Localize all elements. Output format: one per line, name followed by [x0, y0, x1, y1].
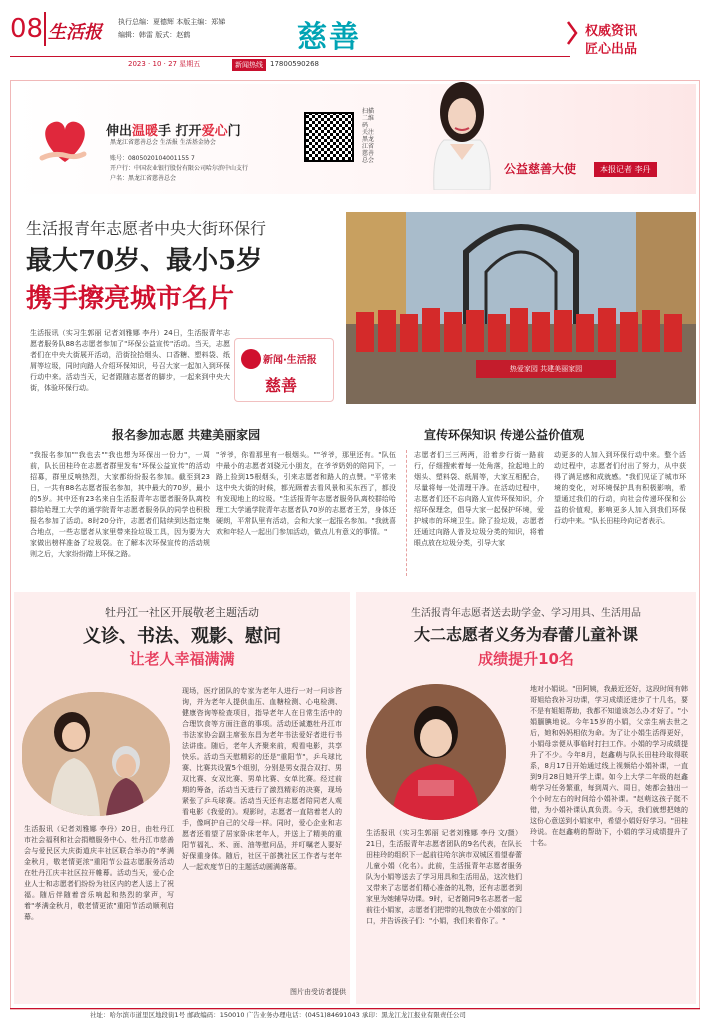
account-name: 户名：黑龙江省慈善总会	[110, 175, 177, 182]
slogan-part-e: 门	[227, 124, 241, 139]
section-title: 慈善	[297, 20, 361, 55]
badge-label-2: 慈善	[265, 376, 298, 395]
ambassador-title: 公益慈善大使	[504, 162, 577, 176]
article-2-title-1: 义诊、书法、观影、慰问	[83, 626, 281, 647]
badge-label: 新闻·生活报	[263, 355, 317, 366]
article-1-col-3: 志愿者们三三两两，沿着步行街一路前行，仔细搜索着每一处角落，捡起地上的烟头、塑料袋、纸屑等，大家互相配合，尽量将每一处清理干净。在活动过程中，志愿者们还不忘向路人宣传环保知识，介绍环保理念，倡导大家一起保护环境，爱护城市的环境卫生。除了捡垃圾，志愿者还通过向路人普及垃圾分类的知识，将着眼点放在垃圾分类，引导大家	[414, 451, 544, 547]
qr-caption: 扫描二维码 关注黑龙江省慈善总会	[362, 108, 375, 164]
article-3-title-2: 成绩提升10名	[478, 650, 574, 668]
photo-credit: 图片由受访者提供	[290, 988, 346, 996]
account-number: 账号：0805020104001155 7	[110, 155, 195, 162]
editor-line-1: 执行总编：夏德辉 本版主编：郑娣	[118, 18, 226, 26]
editor-line-2: 编辑：韩雷 版式：赵鹤	[118, 31, 191, 39]
article-2-kicker: 牡丹江一社区开展敬老主题活动	[105, 606, 259, 619]
bank-name: 开户行：中国农业银行股份有限公司哈尔滨中山支行	[110, 165, 249, 172]
section-logo-badge	[234, 338, 334, 402]
volunteer-portrait-photo	[366, 684, 506, 820]
footer-rule	[10, 1008, 700, 1009]
photo-banner-text: 热爱家园 共建美丽家园	[509, 365, 583, 373]
slogan-part-c: 手 打开	[158, 124, 202, 139]
footer-address: 社址：哈尔滨市道里区地段街1号 邮政编码：150010 广告业务办理电话：(0451)84691043 承印：黑龙江龙江报业有限责任公司	[90, 1011, 466, 1019]
header-rule	[10, 56, 570, 57]
subhead-1: 报名参加志愿 共建美丽家园	[112, 428, 261, 442]
article-1-kicker: 生活报青年志愿者中央大街环保行	[26, 219, 267, 238]
banner-slogan	[106, 120, 241, 139]
heart-hand-icon	[34, 108, 96, 170]
slogan-part-b: 温暖	[132, 124, 159, 139]
page-number: 08	[10, 14, 44, 44]
slogan-part-d: 爱心	[201, 124, 228, 139]
article-2-text-right: 现场，医疗团队的专家为老年人进行一对一问诊咨询，并为老年人提供血压、血糖检测、心电检测、健康咨询等检查项目，指导老年人在日常生活中的合理饮食等方面注意的事项。活动还诚邀牡丹江市书法家协会副主席张东昌为老年书法爱好者进行书法讲座。随后，老年人齐聚来前，观看电影，共享快乐。活动当天慰精彩的还是"重阳节"，乒乓球比赛、比赛共设置5个组别，分别是男女混合双打、男双比赛、女双比赛、男单比赛、女单比赛。经过前期的筹备，活动当天进行了激烈精彩的决赛，现场紧张了乒乓球赛。活动当天还有志愿者陪同老人观看电影《我爱的》。观影时，志愿者一直陪着老人的手，像呵护自己的父母一样。同时，爱心企业和志愿者还看望了居家卧床老年人，并送上了精美的重阳节福礼、米、面、油等慰问品，并叮嘱老人要好好保重身体。随后，社区干部携社区工作者与老年人一起欢度节日的主题活动圆满落幕。	[182, 687, 342, 871]
issue-date: 2023 · 10 · 27 星期五	[128, 60, 201, 68]
article-1-col-4: 动更多的人加入到环保行动中来。整个活动过程中，志愿者们付出了努力，从中获得了满足感和成就感。"我们见证了城市环境的变化，对环境保护具有积极影响，希望通过我们的行动，向社会传递环保和公益的价值观，影响更多人加入到我们环保行动中来。"队长田桂玲向记者表示。	[554, 451, 686, 525]
reporter-tag: 本报记者 李丹	[594, 162, 657, 177]
header-divider	[44, 12, 46, 46]
article-1	[14, 198, 696, 588]
donation-banner	[14, 84, 696, 194]
volunteers-group-photo	[346, 212, 696, 404]
chevron-icon	[566, 18, 580, 48]
article-1-lead: 生活报讯（实习生郭丽 记者刘雅娜 李丹）24日，生活报青年志愿者服务队88名志愿者参加了"环保公益宣传"活动。当天，志愿者们在中央大街展开活动，沿街捡拾烟头、口香糖、塑料袋、纸屑等垃圾，同时向路人介绍环保知识，号召大家一起加入到环保行动中来。活动当天，记者跟随志愿者的脚步，一起来到中央大街，体验环保行动。	[30, 329, 230, 392]
article-3-text-right: 地对小娟说。"田阿姨，我最近还好，这段时间有韩哥姐给我补习功课，学习成绩还进步了十几名，要不是有姐姐帮助，我都不知道该怎么办才好了。"小娟腼腆地说。今年15岁的小娟，父亲生病去世之后，她和妈妈相依为命。为了让小娟生活得更好，小娟母亲便从事临时打扫工作。小娟的学习成绩提升了不少。今年8月，赵鑫萌与队长田桂玲取得联系，8月17日开始通过线上视频给小娟补课，一直到9月28日她开学上课。如今上大学二年级的赵鑫萌学习任务繁重，每到周六、周日，她都会抽出一个小时左右的时间给小娟补课。"赵萌这孩子挺不错，为小娟补课认真负责。今天，我们就想把她的这份心意送到小娟家中，希望小娟好好学习。"田桂玲说。在赵鑫萌的帮助下，小娟的学习成绩提升了十名。	[530, 685, 688, 847]
ambassador-portrait	[422, 70, 502, 190]
qr-code[interactable]	[304, 112, 354, 162]
article-1-col-1: "我报名参加""我也去""我也想为环保出一份力"，一周前，队长田桂玲在志愿者群里发布"环保公益宣传"的活动招募，群里反响热烈，大家都纷纷报名参加。截至到23日，一共有88名志愿者报名参加，其中最大的70岁，最小的5岁。其中还有23名来自生活报青年志愿者服务队离校群给哈理工大学的通学院青年志愿者服务队的同学也积极报名参加了活动。8时20分许，志愿者们陆续到达指定集合地点，一些志愿者从家里带来捡垃圾工具，因为要为大家做出榜样准备了垃圾袋。在了解本次环保宣传的活动规则之后，大家纷纷踏上环保之路。	[30, 451, 210, 558]
slogan-2: 匠心出品	[585, 42, 638, 57]
newspaper-logo: 生活报	[48, 22, 102, 43]
badge-icon	[241, 349, 261, 369]
article-1-title-2: 携手擦亮城市名片	[26, 284, 235, 314]
article-2	[14, 592, 350, 1004]
article-2-text-left: 生活报讯（记者刘雅娜 李丹）20日，由牡丹江市社会福利和社会捐赠服务中心、牡丹江市慈善会与爱民区大庆街道庆丰社区联合举办的"孝满金秋月，敬老情更浓"重阳节公益志愿服务活动在牡丹江庆丰社区拉开帷幕。活动当天，爱心企业人士和志愿者们纷纷为社区内的老人送上了祝福。随后伴随着音乐响起和热烈的掌声，写着"孝满金秋月，敬老情更浓"重阳节活动顺利启幕。	[24, 825, 174, 921]
hotline-label: 新闻热线	[232, 59, 266, 71]
banner-org: 黑龙江省慈善总会 生活报 生活基金协会	[110, 139, 216, 146]
article-1-title-1: 最大70岁、最小5岁	[26, 246, 263, 276]
article-1-col-2: "爷爷，你看那里有一根烟头。""爷爷，那里还有。"队伍中最小的志愿者刘骁元小朋友，在爷爷奶奶的陪同下，一路上捡到15根烟头，引来志愿者和路人的点赞。"平常来这中央大街的时候，都光顾着去看风景和买东西了，都没有发现地上的垃圾。"生活报青年志愿者服务队离校群给哈理工大学通学院青年志愿者队70岁的志愿者王芳，身体还硬朗，平常队里有活动，会和大家一起报名参加。"我就喜欢和年轻人一起出门参加活动，做点儿有意义的事情。"	[216, 451, 396, 536]
subhead-2: 宣传环保知识 传递公益价值观	[424, 428, 585, 442]
article-3-kicker: 生活报青年志愿者送去助学金、学习用具、生活用品	[411, 608, 641, 619]
article-3-text-left: 生活报讯（实习生郭丽 记者刘雅娜 李丹 文/摄）21日，生活报青年志愿者团队的9名代表，在队长田桂玲的组织下一起前往哈尔滨市双城区看望春蕾儿童小娟（化名）。此前，生活报青年志愿者服务队为小娟等送去了学习用具和生活用品，这次他们又带来了志愿者们精心准备的礼物，还有志愿者到家里为她辅导功课。9时，记者随同9名志愿者一起前往小娟家，志愿者们把带的礼物放在小娟家的门口，并告诉孩子们："小娟，我们来看你了。"	[366, 829, 522, 925]
slogan-1: 权威资讯	[585, 24, 638, 39]
article-3-title-1: 大二志愿者义务为春蕾儿童补课	[413, 625, 638, 644]
slogan-part-a: 伸出	[106, 124, 133, 139]
page-header	[0, 0, 710, 76]
article-3	[356, 592, 696, 1004]
elderly-activity-photo	[22, 692, 170, 816]
column-divider	[406, 450, 407, 576]
hotline-number: 17800590268	[270, 60, 319, 68]
article-2-title-2: 让老人幸福满满	[129, 650, 235, 668]
